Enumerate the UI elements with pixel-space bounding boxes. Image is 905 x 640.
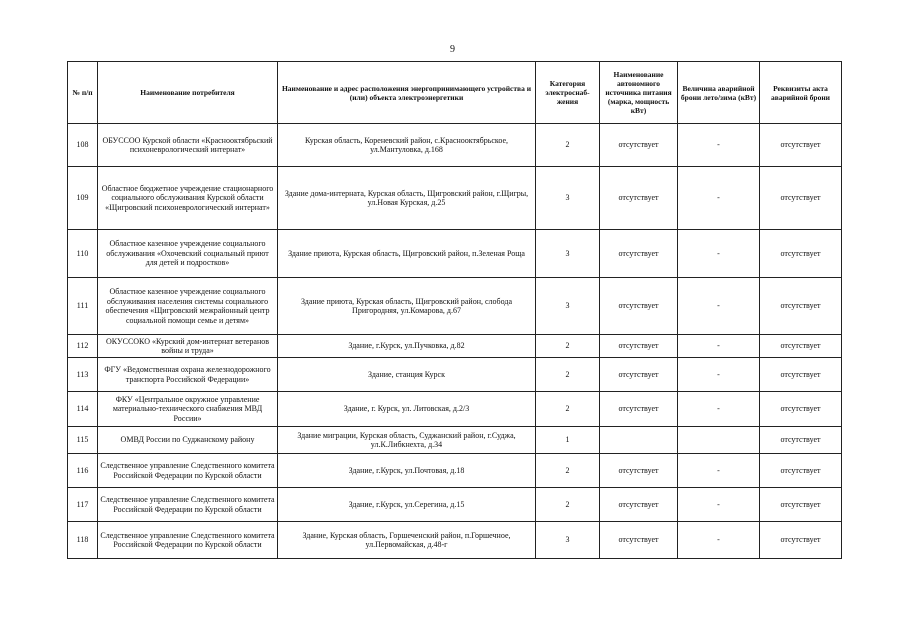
cell-consumer: Следственное управление Следственного комитета Российской Федерации по Курской области: [98, 488, 278, 522]
cell-consumer: ФГУ «Ведомственная охрана железнодорожного транспорта Российской Федерации»: [98, 358, 278, 392]
cell-num: 109: [68, 167, 98, 230]
cell-source: отсутствует: [600, 522, 678, 559]
cell-num: 113: [68, 358, 98, 392]
cell-category: 2: [536, 335, 600, 358]
cell-address: Здание, г.Курск, ул.Пучковка, д.82: [278, 335, 536, 358]
cell-category: 2: [536, 358, 600, 392]
cell-category: 2: [536, 124, 600, 167]
cell-act: отсутствует: [760, 230, 842, 278]
cell-category: 3: [536, 167, 600, 230]
header-act: Реквизиты акта аварийной брони: [760, 62, 842, 124]
cell-num: 110: [68, 230, 98, 278]
cell-source: отсутствует: [600, 454, 678, 488]
cell-address: Здание дома-интерната, Курская область, Щигровский район, г.Щигры, ул.Новая Курская, д.25: [278, 167, 536, 230]
cell-address: Здание, г.Курск, ул.Серегина, д.15: [278, 488, 536, 522]
cell-act: отсутствует: [760, 124, 842, 167]
cell-category: 1: [536, 427, 600, 454]
cell-source: отсутствует: [600, 278, 678, 335]
cell-category: 3: [536, 230, 600, 278]
cell-category: 2: [536, 454, 600, 488]
cell-num: 108: [68, 124, 98, 167]
cell-num: 114: [68, 392, 98, 427]
cell-act: отсутствует: [760, 522, 842, 559]
header-consumer: Наименование потребителя: [98, 62, 278, 124]
cell-address: Здание приюта, Курская область, Щигровский район, слобода Пригородняя, ул.Комарова, д.67: [278, 278, 536, 335]
cell-reserve: [678, 427, 760, 454]
cell-source: отсутствует: [600, 124, 678, 167]
cell-act: отсутствует: [760, 278, 842, 335]
cell-reserve: -: [678, 167, 760, 230]
cell-num: 111: [68, 278, 98, 335]
cell-category: 3: [536, 278, 600, 335]
table-row: [68, 522, 842, 559]
cell-reserve: -: [678, 335, 760, 358]
cell-act: отсутствует: [760, 488, 842, 522]
cell-category: 3: [536, 522, 600, 559]
table-row: [68, 392, 842, 427]
cell-source: [600, 427, 678, 454]
cell-address: Курская область, Кореневский район, с.Краснооктябрьское, ул.Мантуловка, д.168: [278, 124, 536, 167]
cell-act: отсутствует: [760, 358, 842, 392]
cell-source: отсутствует: [600, 230, 678, 278]
cell-address: Здание, г. Курск, ул. Литовская, д.2/3: [278, 392, 536, 427]
cell-num: 118: [68, 522, 98, 559]
cell-act: отсутствует: [760, 427, 842, 454]
header-address: Наименование и адрес расположения энергопринимающего устройства и (или) объекта электроэнергетики: [278, 62, 536, 124]
consumers-table: [67, 61, 842, 559]
cell-reserve: -: [678, 124, 760, 167]
cell-reserve: -: [678, 358, 760, 392]
header-source: Наименование автономного источника питания (марка, мощность кВт): [600, 62, 678, 124]
cell-category: 2: [536, 392, 600, 427]
cell-consumer: Областное казенное учреждение социального обслуживания «Охочевский социальный приют для детей и подростков»: [98, 230, 278, 278]
cell-address: Здание миграции, Курская область, Суджанский район, г.Суджа, ул.К.Либкнехта, д.34: [278, 427, 536, 454]
cell-act: отсутствует: [760, 392, 842, 427]
cell-reserve: -: [678, 488, 760, 522]
cell-source: отсутствует: [600, 488, 678, 522]
table-row: [68, 167, 842, 230]
header-category: Категория электроснаб-жения: [536, 62, 600, 124]
cell-source: отсутствует: [600, 167, 678, 230]
table-row: [68, 124, 842, 167]
cell-act: отсутствует: [760, 454, 842, 488]
cell-consumer: ФКУ «Центральное окружное управление материально-технического снабжения МВД России»: [98, 392, 278, 427]
cell-consumer: Областное казенное учреждение социального обслуживания населения системы социального обеспечения «Щигровский межрайонный центр социальной помощи семье и детям»: [98, 278, 278, 335]
table-row: [68, 488, 842, 522]
cell-num: 117: [68, 488, 98, 522]
page-number: 9: [450, 44, 455, 55]
cell-address: Здание, станция Курск: [278, 358, 536, 392]
cell-act: отсутствует: [760, 335, 842, 358]
cell-source: отсутствует: [600, 335, 678, 358]
table-row: [68, 278, 842, 335]
table-row: [68, 358, 842, 392]
cell-consumer: ОКУССОКО «Курский дом-интернат ветеранов войны и труда»: [98, 335, 278, 358]
table-row: [68, 454, 842, 488]
header-reserve: Величина аварийной брони лето/зима (кВт): [678, 62, 760, 124]
cell-source: отсутствует: [600, 358, 678, 392]
cell-consumer: ОМВД России по Суджанскому району: [98, 427, 278, 454]
cell-consumer: ОБУССОО Курской области «Краснооктябрьский психоневрологический интернат»: [98, 124, 278, 167]
cell-consumer: Следственное управление Следственного комитета Российской Федерации по Курской области: [98, 454, 278, 488]
table-row: [68, 230, 842, 278]
cell-source: отсутствует: [600, 392, 678, 427]
cell-consumer: Областное бюджетное учреждение стационарного социального обслуживания Курской области «Щигровский психоневрологический интернат»: [98, 167, 278, 230]
table-header-row: [68, 62, 842, 124]
cell-category: 2: [536, 488, 600, 522]
cell-address: Здание, г.Курск, ул.Почтовая, д.18: [278, 454, 536, 488]
cell-address: Здание, Курская область, Горшеченский район, п.Горшечное, ул.Первомайская, д.48-г: [278, 522, 536, 559]
cell-act: отсутствует: [760, 167, 842, 230]
cell-consumer: Следственное управление Следственного комитета Российской Федерации по Курской области: [98, 522, 278, 559]
cell-num: 112: [68, 335, 98, 358]
cell-reserve: -: [678, 522, 760, 559]
cell-address: Здание приюта, Курская область, Щигровский район, п.Зеленая Роща: [278, 230, 536, 278]
cell-num: 116: [68, 454, 98, 488]
cell-reserve: -: [678, 454, 760, 488]
header-num: № п/п: [68, 62, 98, 124]
cell-reserve: -: [678, 392, 760, 427]
table-row: [68, 335, 842, 358]
cell-reserve: -: [678, 278, 760, 335]
table-row: [68, 427, 842, 454]
cell-num: 115: [68, 427, 98, 454]
cell-reserve: -: [678, 230, 760, 278]
